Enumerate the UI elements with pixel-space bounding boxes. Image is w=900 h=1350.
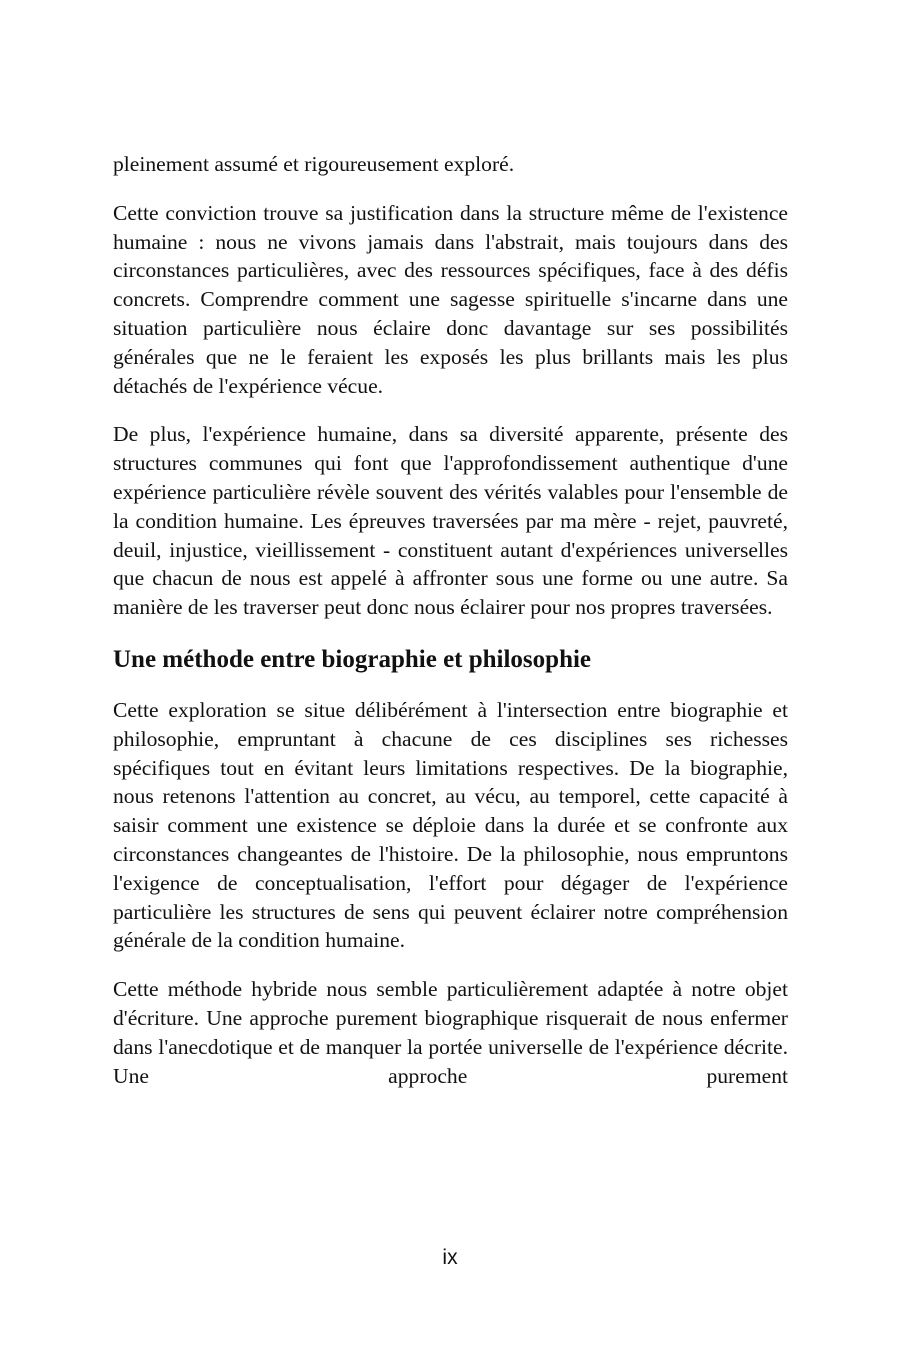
- page-number: ix: [442, 1246, 458, 1269]
- paragraph-exploration: Cette exploration se situe délibérément à l'intersection entre biographie et philosophie, empruntant à chacune de ces disciplines ses richesses spécifiques tout en évitant leurs limitations respectives. De la biographie, nous retenons l'attention au concret, au vécu, au temporel, cette capacité à saisir comment une existence se déploie dans la durée et se confronte aux circonstances changeantes de l'histoire. De la philosophie, nous empruntons l'exigence de conceptualisation, l'effort pour dégager de l'expérience particulière les structures de sens qui peuvent éclairer notre compréhension générale de la condition humaine.: [113, 697, 788, 953]
- paragraph-methode-hybride: Cette méthode hybride nous semble particulièrement adaptée à notre objet d'écriture. Une approche purement biographique risquerait de nous enfermer dans l'anecdotique et de manquer la portée universelle de l'expérience décrite. Une approche purement: [113, 977, 788, 1088]
- paragraph-continuation: pleinement assumé et rigoureusement exploré.: [113, 152, 515, 176]
- section-heading: Une méthode entre biographie et philosophie: [113, 645, 592, 673]
- document-page: [113, 150, 788, 1110]
- paragraph-experience-humaine: De plus, l'expérience humaine, dans sa diversité apparente, présente des structures communes qui font que l'approfondissement authentique d'une expérience particulière révèle souvent des vérités valables pour l'ensemble de la condition humaine. Les épreuves traversées par ma mère - rejet, pauvreté, deuil, injustice, vieillissement - constituent autant d'expériences universelles que chacun de nous est appelé à affronter sous une forme ou une autre. Sa manière de les traverser peut donc nous éclairer pour nos propres traversées.: [113, 422, 788, 620]
- paragraph-conviction: Cette conviction trouve sa justification dans la structure même de l'existence humaine : nous ne vivons jamais dans l'abstrait, mais toujours dans des circonstances particulières, avec des ressources spécifiques, face à des défis concrets. Comprendre comment une sagesse spirituelle s'incarne dans une situation particulière nous éclaire donc davantage sur ses possibilités générales que ne le feraient les exposés les plus brillants mais les plus détachés de l'expérience vécue.: [113, 200, 788, 398]
